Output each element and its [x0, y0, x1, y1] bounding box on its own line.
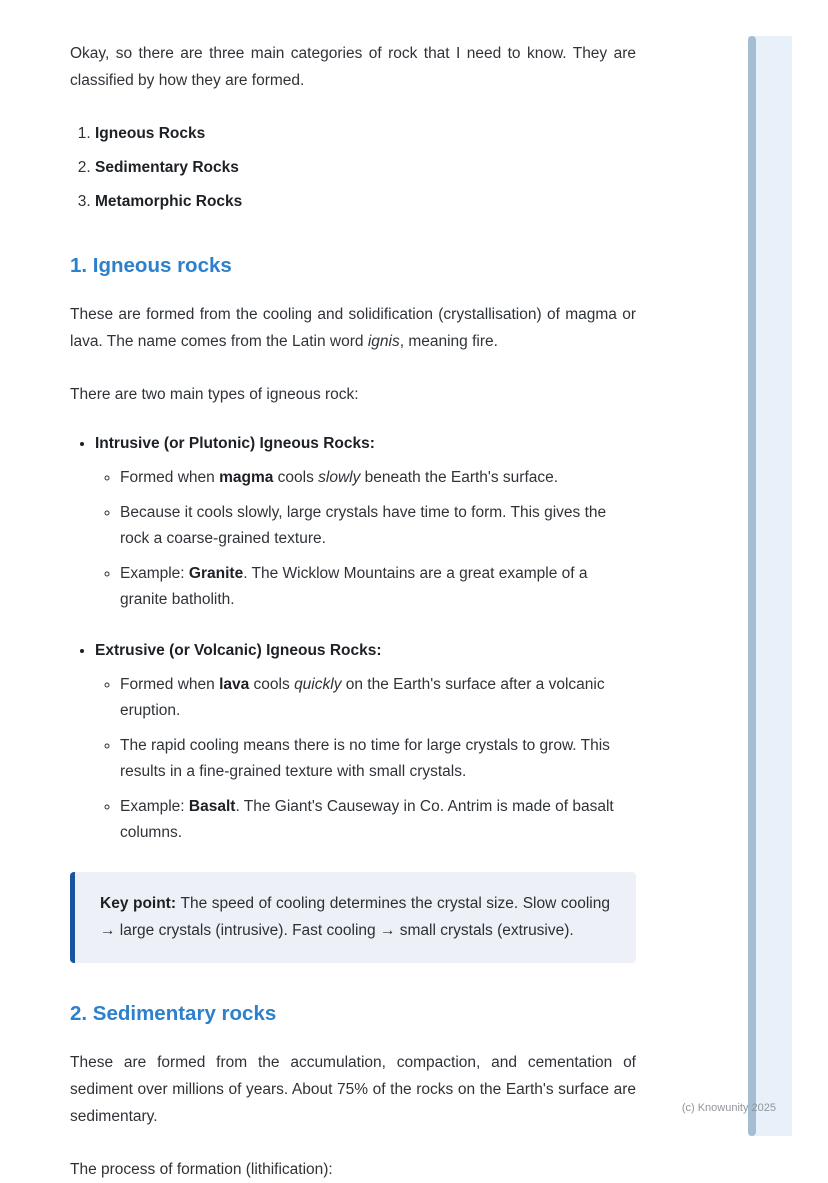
text-segment: cools — [273, 469, 319, 486]
text-segment: on the Earth's surface after a volcanic eruption. — [120, 676, 605, 719]
intro-paragraph — [70, 40, 636, 94]
igneous-types-lead — [70, 381, 636, 408]
text-segment: Extrusive (or Volcanic) Igneous Rocks: — [95, 642, 382, 659]
text-segment: beneath the Earth's surface. — [360, 469, 559, 486]
text-segment: lava — [219, 676, 250, 693]
rock-category-item — [95, 120, 636, 147]
text-segment: These are formed from the accumulation, compaction, and cementation of sediment over millions of years. About 75% of the rocks on the Earth's surface are sedimentary. — [70, 1054, 636, 1125]
text-segment: cools — [249, 676, 295, 693]
igneous-types-list — [70, 431, 636, 846]
text-segment: Granite — [188, 565, 244, 582]
text-segment: slowly — [318, 469, 361, 486]
rock-category-label: Sedimentary Rocks — [95, 159, 239, 176]
page-edge-strip — [748, 36, 792, 1136]
text-segment: Basalt — [188, 798, 236, 815]
igneous-point-item — [120, 733, 636, 785]
notes-content — [70, 40, 636, 1183]
text-segment: Okay, so there are three main categories of rock that I need to know. They are classified by how they are formed. — [70, 45, 636, 89]
text-segment: Intrusive (or Plutonic) Igneous Rocks: — [95, 435, 375, 452]
igneous-type-points — [95, 672, 636, 846]
lithification-lead — [70, 1156, 636, 1183]
text-segment: Because it cools slowly, large crystals have time to form. This gives the rock a coarse-grained texture. — [120, 504, 607, 547]
text-segment: Key point: — [100, 895, 181, 912]
text-segment: There are two main types of igneous rock: — [70, 386, 359, 403]
watermark: (c) Knowunity 2025 — [681, 1102, 776, 1114]
rock-category-label: Igneous Rocks — [95, 125, 206, 142]
igneous-section-heading: 1. Igneous rocks — [70, 254, 232, 277]
text-segment: magma — [219, 469, 274, 486]
text-segment: ignis — [367, 333, 400, 350]
igneous-point-item — [120, 561, 636, 613]
rock-category-item — [95, 188, 636, 215]
text-segment: These are formed from the cooling and solidification (crystallisation) of magma or lava. The name comes from the Latin word — [70, 306, 636, 350]
text-segment: quickly — [294, 676, 342, 693]
text-segment: Formed when — [120, 676, 220, 693]
rock-category-item — [95, 154, 636, 181]
igneous-intro-paragraph — [70, 301, 636, 355]
key-point-text — [100, 890, 610, 944]
igneous-type-item — [95, 431, 636, 613]
rock-category-label: Metamorphic Rocks — [95, 193, 243, 210]
text-segment: Example: — [120, 565, 189, 582]
igneous-point-item — [120, 465, 636, 491]
key-point-callout — [70, 872, 636, 963]
igneous-point-item — [120, 500, 636, 552]
igneous-type-title — [95, 431, 636, 457]
text-segment: . The Giant's Causeway in Co. Antrim is made of basalt columns. — [120, 798, 614, 841]
text-segment: , meaning fire. — [399, 333, 498, 350]
text-segment: The process of formation (lithification): — [70, 1161, 333, 1178]
text-segment: Example: — [120, 798, 189, 815]
text-segment: . The Wicklow Mountains are a great example of a granite batholith. — [120, 565, 588, 608]
igneous-type-title — [95, 638, 636, 664]
text-segment: The speed of cooling determines the crystal size. Slow cooling → large crystals (intrusive). Fast cooling → small crystals (extrusive). — [100, 895, 610, 939]
text-segment: Formed when — [120, 469, 220, 486]
sedimentary-section-heading: 2. Sedimentary rocks — [70, 1002, 277, 1025]
text-segment: The rapid cooling means there is no time for large crystals to grow. This results in a fine-grained texture with small crystals. — [120, 737, 610, 780]
rock-categories-list — [70, 120, 636, 215]
igneous-type-item — [95, 638, 636, 846]
scrollbar-thumb[interactable] — [748, 36, 756, 1136]
igneous-type-points — [95, 465, 636, 613]
igneous-point-item — [120, 672, 636, 724]
igneous-point-item — [120, 794, 636, 846]
sedimentary-intro-paragraph — [70, 1049, 636, 1130]
